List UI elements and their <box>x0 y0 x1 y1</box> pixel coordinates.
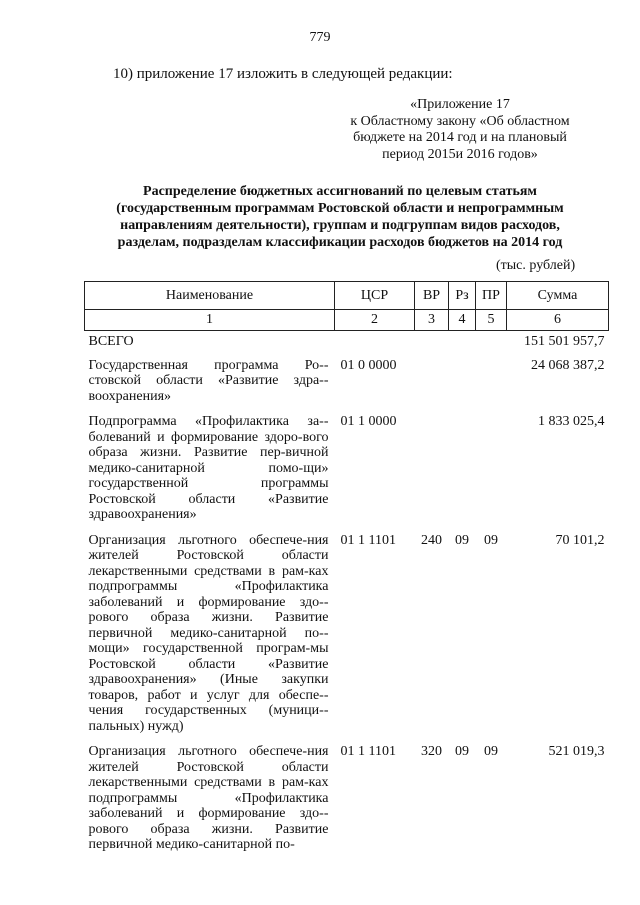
column-header-rz: Рз <box>449 282 476 310</box>
column-number: 3 <box>415 310 449 331</box>
row-name: Организация льготного обеспече-ния жителей Ростовской области лекарственными средствами в рам-ках подпрограммы «Профилактика заболеваний и формирование здо-рового образа жизни. Развитие первичной медико-санитарной по-мощи» государственной програм-мы Ростовской области «Развитие здравоохранения» (Иные закупки товаров, работ и услуг для обеспе-чения государственных (муници-пальных) нужд) <box>88 532 329 734</box>
row-vr: 240 <box>421 532 442 548</box>
column-header-pr: ПР <box>476 282 507 310</box>
column-number: 4 <box>449 310 476 331</box>
document-title <box>74 183 606 251</box>
table-column-number-row <box>85 310 609 331</box>
column-header-name: Наименование <box>85 282 335 310</box>
appendix-header <box>340 97 580 163</box>
row-vr <box>415 354 449 411</box>
row-pr <box>476 331 507 354</box>
appendix-header-line: период 2015и 2016 годов» <box>382 146 538 162</box>
row-pr <box>476 354 507 411</box>
row-csr: 01 0 0000 <box>340 357 397 373</box>
row-sum: 521 019,3 <box>548 744 605 759</box>
column-header-vr: ВР <box>415 282 449 310</box>
column-header-csr: ЦСР <box>335 282 415 310</box>
column-number: 6 <box>507 310 609 331</box>
table-header-row <box>85 282 609 310</box>
table-row <box>85 740 609 853</box>
table-row <box>85 354 609 411</box>
row-name: ВСЕГО <box>88 334 134 349</box>
row-csr: 01 1 0000 <box>340 414 397 429</box>
row-sum: 70 101,2 <box>555 532 605 548</box>
table-row <box>85 529 609 741</box>
appendix-header-line: к Областному закону «Об областном <box>350 113 570 129</box>
row-vr: 320 <box>421 744 442 759</box>
row-rz <box>449 410 476 529</box>
row-vr <box>415 331 449 354</box>
row-csr: 01 1 1101 <box>340 744 396 759</box>
appendix-header-line: бюджете на 2014 год и на плановый <box>353 130 567 145</box>
row-pr: 09 <box>484 744 498 759</box>
table-row <box>85 331 609 354</box>
page-number: 779 <box>309 30 331 45</box>
row-sum: 1 833 025,4 <box>538 414 605 429</box>
budget-table <box>84 281 609 853</box>
column-number: 5 <box>476 310 507 331</box>
row-name: Подпрограмма «Профилактика за-болеваний и формирование здоро-вого образа жизни. Развитие пер-вичной медико-санитарной помо-щи» государственной программы Ростовской области «Развитие здравоохранения» <box>88 414 329 522</box>
intro-text: 10) приложение 17 изложить в следующей редакции: <box>113 66 453 82</box>
row-rz: 09 <box>455 532 469 548</box>
row-csr: 01 1 1101 <box>340 532 396 548</box>
row-pr: 09 <box>484 532 498 548</box>
row-pr <box>476 410 507 529</box>
row-rz <box>449 354 476 411</box>
row-rz: 09 <box>455 744 469 759</box>
row-rz <box>449 331 476 354</box>
document-title-line: Распределение бюджетных ассигнований по целевым статьям <box>143 184 537 199</box>
column-header-sum: Сумма <box>507 282 609 310</box>
appendix-header-line: «Приложение 17 <box>410 97 510 112</box>
document-title-line: направлениям деятельности), группам и подгруппам видов расходов, <box>120 218 560 233</box>
units-label: (тыс. рублей) <box>496 258 576 273</box>
row-name: Организация льготного обеспече-ния жителей Ростовской области лекарственными средствами в рам-ках подпрограммы «Профилактика заболеваний и формирование здо-рового образа жизни. Развитие первичной медико-санитарной по- <box>88 744 329 852</box>
row-sum: 24 068 387,2 <box>531 357 605 373</box>
column-number: 1 <box>85 310 335 331</box>
row-csr <box>335 331 415 354</box>
row-sum: 151 501 957,7 <box>524 334 605 349</box>
column-number: 2 <box>335 310 415 331</box>
table-row <box>85 410 609 529</box>
row-vr <box>415 410 449 529</box>
row-name: Государственная программа Ро-стовской области «Развитие здра-воохранения» <box>88 357 329 404</box>
document-title-line: разделам, подразделам классификации расходов бюджетов на 2014 год <box>117 235 563 250</box>
document-title-line: (государственным программам Ростовской области и непрограммным <box>116 201 564 216</box>
